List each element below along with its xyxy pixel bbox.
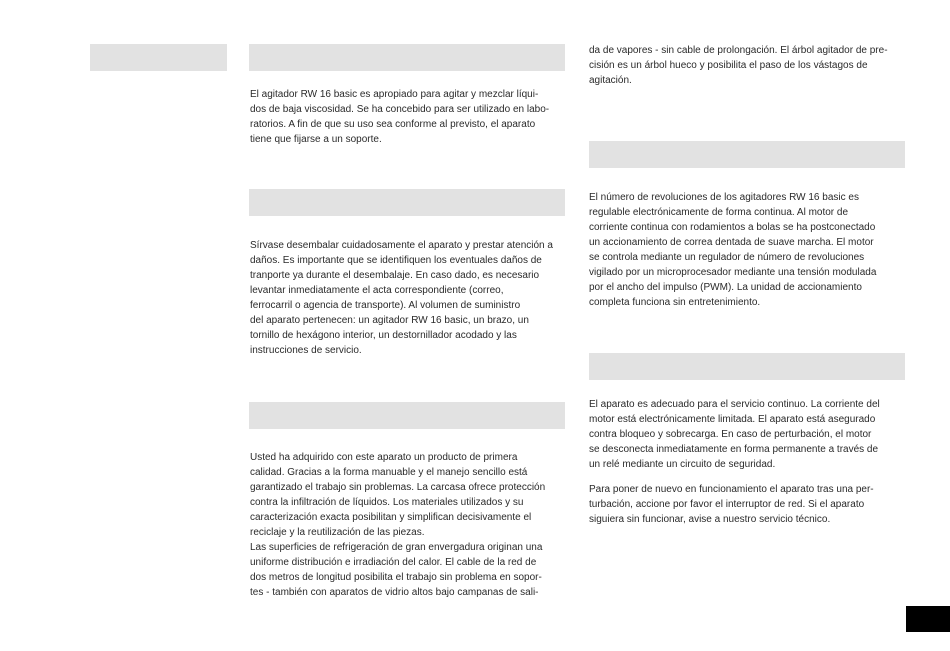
operation-text-2 — [589, 482, 903, 527]
intro-text — [250, 87, 564, 147]
section-heading-product — [249, 402, 565, 429]
operation-paragraph-1: El aparato es adecuado para el servicio continuo. La corriente del motor está electrónicamente limitada. El aparato está asegurado contra bloqueo y sobrecarga. En caso de perturbación, el motor se desconecta inmediatamente en forma permanente a través de un relé mediante un circuito de seguridad. — [589, 399, 880, 470]
product-continuation-paragraph: da de vapores - sin cable de prolongación. El árbol agitador de pre- cisión es un árbol hueco y posibilita el paso de los vástagos de agitación. — [589, 45, 888, 86]
operation-text — [589, 397, 903, 472]
side-margin-bar — [90, 44, 227, 71]
intro-paragraph: El agitador RW 16 basic es apropiado para agitar y mezclar líqui- dos de baja viscosidad. Se ha concebido para ser utilizado en labo- ratorios. A fin de que su uso sea conforme al previsto, el aparato tiene que fijarse a un soporte. — [250, 89, 550, 145]
operation-paragraph-2: Para poner de nuevo en funcionamiento el aparato tras una per- turbación, accione por favor el interruptor de red. Si el aparato siguiera sin funcionar, avise a nuestro servicio técnico. — [589, 484, 874, 525]
speed-text — [589, 190, 903, 310]
section-heading-unpacking — [249, 189, 565, 216]
section-heading-operation — [589, 353, 905, 380]
section-heading-intro — [249, 44, 565, 71]
product-continuation-text — [589, 43, 903, 88]
section-heading-speed — [589, 141, 905, 168]
product-text — [250, 450, 564, 600]
speed-paragraph: El número de revoluciones de los agitadores RW 16 basic es regulable electrónicamente de forma continua. Al motor de corriente continua con rodamientos a bolas se ha postconectado un accionamiento de correa dentada de suave marcha. El motor se controla mediante un regulador de número de revoluciones vigilado por un microprocesador mediante una tensión modulada por el ancho del impulso (PWM). La unidad de accionamiento completa funciona sin entretenimiento. — [589, 192, 877, 308]
product-paragraph: Usted ha adquirido con este aparato un producto de primera calidad. Gracias a la forma manuable y el manejo sencillo está garantizado el trabajo sin problemas. La carcasa ofrece protección contra la infiltración de líquidos. Los materiales utilizados y su caracterización exacta posibilitan y simplifican decisivamente el reciclaje y la reutilización de las piezas. Las superficies de refrigeración de gran envergadura originan una uniforme distribución e irradiación del calor. El cable de la red de dos metros de longitud posibilita el trabajo sin problema en sopor- tes - también con aparatos de vidrio altos bajo campanas de sali- — [250, 452, 546, 598]
unpacking-paragraph: Sírvase desembalar cuidadosamente el aparato y prestar atención a daños. Es importante que se identifiquen los eventuales daños de tranporte ya durante el desembalaje. En caso dado, es necesario levantar inmediatamente el acta correspondiente (correo, ferrocarril o agencia de transporte). Al volumen de suministro del aparato pertenecen: un agitador RW 16 basic, un brazo, un tornillo de hexágono interior, un destornillador acodado y las instrucciones de servicio. — [250, 240, 553, 356]
page-number-tab — [906, 606, 950, 632]
unpacking-text — [250, 238, 564, 358]
